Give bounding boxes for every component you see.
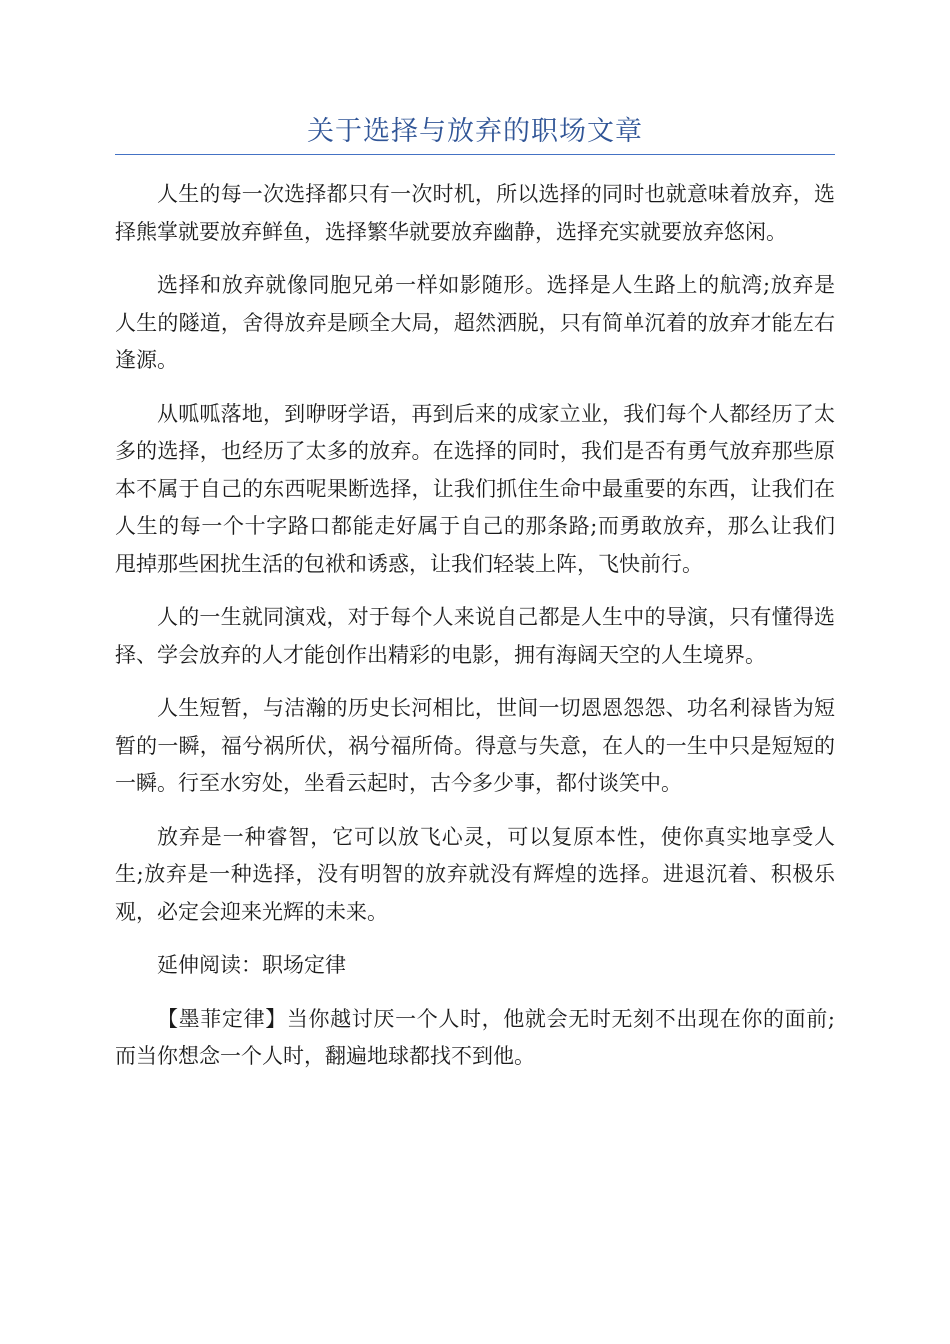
paragraph: 人生短暂，与洁瀚的历史长河相比，世间一切恩恩怨怨、功名利禄皆为短暂的一瞬，福兮祸所伏，祸兮福所倚。得意与失意，在人的一生中只是短短的一瞬。行至水穷处，坐看云起时，古今多少事，都付谈笑中。 [115, 696, 835, 795]
document-title: 关于选择与放弃的职场文章 [307, 116, 643, 147]
paragraph: 人生的每一次选择都只有一次时机，所以选择的同时也就意味着放弃，选择熊掌就要放弃鲜鱼，选择繁华就要放弃幽静，选择充实就要放弃悠闲。 [115, 182, 835, 244]
paragraph: 人的一生就同演戏，对于每个人来说自己都是人生中的导演，只有懂得选择、学会放弃的人才能创作出精彩的电影，拥有海阔天空的人生境界。 [115, 605, 835, 667]
paragraph: 【墨菲定律】当你越讨厌一个人时，他就会无时无刻不出现在你的面前;而当你想念一个人时，翻遍地球都找不到他。 [115, 1006, 835, 1068]
title-underline [115, 154, 835, 155]
document-body [115, 176, 835, 1092]
paragraph: 选择和放弃就像同胞兄弟一样如影随形。选择是人生路上的航湾;放弃是人生的隧道，舍得放弃是顾全大局，超然洒脱，只有简单沉着的放弃才能左右逢源。 [115, 273, 835, 372]
extended-reading-heading: 延伸阅读：职场定律 [157, 953, 346, 977]
paragraph: 放弃是一种睿智，它可以放飞心灵，可以复原本性，使你真实地享受人生;放弃是一种选择，没有明智的放弃就没有辉煌的选择。进退沉着、积极乐观，必定会迎来光辉的未来。 [115, 824, 835, 924]
paragraph: 从呱呱落地，到咿呀学语，再到后来的成家立业，我们每个人都经历了太多的选择，也经历了太多的放弃。在选择的同时，我们是否有勇气放弃那些原本不属于自己的东西呢果断选择，让我们抓住生命中最重要的东西，让我们在人生的每一个十字路口都能走好属于自己的那条路;而勇敢放弃，那么让我们甩掉那些困扰生活的包袱和诱惑，让我们轻装上阵，飞快前行。 [115, 401, 835, 576]
